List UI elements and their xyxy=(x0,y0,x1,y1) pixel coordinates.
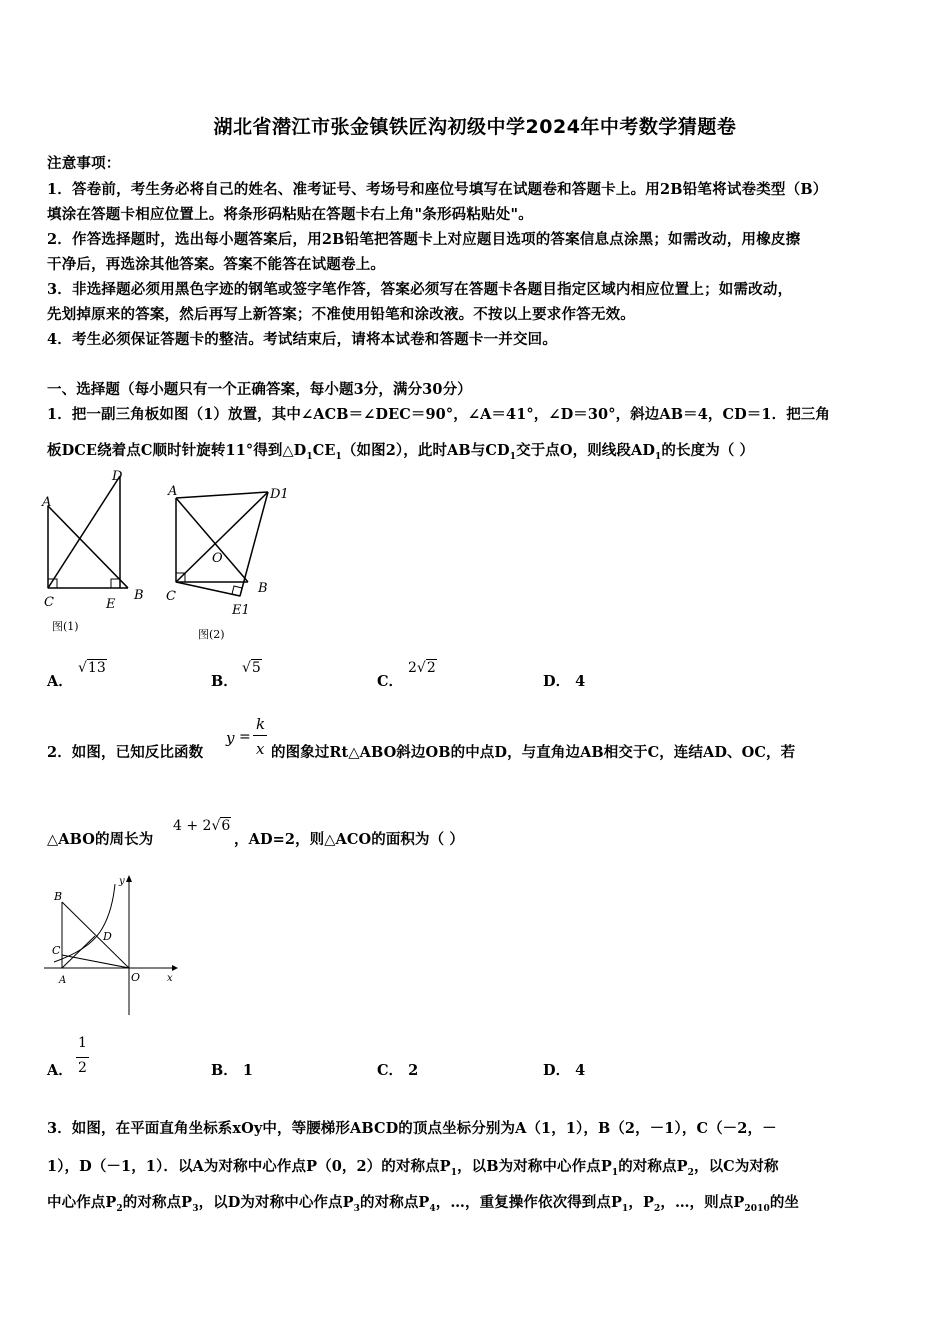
option-b[interactable]: B． 1 xyxy=(211,1062,253,1079)
notice-line: 填涂在答题卡相应位置上。将条形码粘贴在答题卡右上角"条形码粘贴处"。 xyxy=(47,206,533,223)
point-label: D1 xyxy=(270,487,289,502)
option-c-value: 2√2 xyxy=(408,660,436,676)
option-c[interactable]: C． 2 xyxy=(377,1062,419,1079)
question-2-line-2-pre: △ABO的周长为 xyxy=(47,831,154,848)
point-label: E xyxy=(106,597,116,612)
page-title: 湖北省潜江市张金镇铁匠沟初级中学2024年中考数学猜题卷 xyxy=(213,116,737,138)
point-label: C xyxy=(44,595,54,610)
point-label: O xyxy=(212,551,223,566)
hyperbola-figure xyxy=(40,870,180,1015)
point-label: A xyxy=(42,495,52,510)
point-label: B xyxy=(258,581,268,596)
notice-line: 1．答卷前，考生务必将自己的姓名、准考证号、考场号和座位号填写在试题卷和答题卡上。用2B铅笔将试卷类型（B） xyxy=(47,181,828,198)
point-label: E1 xyxy=(232,603,250,618)
question-2-line-1: 的图象过Rt△ABO斜边OB的中点D，与直角边AB相交于C，连结AD、OC，若 xyxy=(271,744,796,761)
option-a-value: √13 xyxy=(78,660,106,676)
point-label: A xyxy=(59,975,67,986)
question-1-line-1: 1．把一副三角板如图（1）放置，其中∠ACB＝∠DEC＝90°，∠A＝41°，∠D＝30°，斜边AB＝4，CD＝1．把三角 xyxy=(47,406,830,423)
fraction-bar xyxy=(253,735,267,736)
fraction-bar xyxy=(76,1057,89,1058)
point-label: D xyxy=(112,469,123,484)
point-label: B xyxy=(134,588,144,603)
point-label: O xyxy=(131,971,141,984)
formula-numerator: k xyxy=(256,715,266,733)
option-c[interactable]: C． xyxy=(377,673,404,690)
point-label: A xyxy=(168,484,178,499)
option-a[interactable]: A． xyxy=(47,1062,73,1079)
notice-line: 先划掉原来的答案，然后再写上新答案；不准使用铅笔和涂改液。不按以上要求作答无效。 xyxy=(47,306,635,323)
fraction-denominator: 2 xyxy=(78,1060,87,1076)
option-b[interactable]: B． xyxy=(211,673,238,690)
perimeter-value: 4 + 2√6 xyxy=(173,818,231,834)
triangle-figure-1 xyxy=(40,468,155,640)
notice-line: 4．考生必须保证答题卡的整洁。考试结束后，请将本试卷和答题卡一并交回。 xyxy=(47,331,558,348)
axis-label: x xyxy=(167,973,173,984)
point-label: B xyxy=(54,890,63,903)
question-3-line-3: 中心作点$P_2$的对称点$P_3$，以D为对称中心作点$P_3$的对称点$P_4$，…，重复操作依次得到点$P_1$，$P_2$，…，则点$P_{2010}$的坐 xyxy=(47,1194,800,1214)
question-1-line-2: 板DCE绕着点C顺时针旋转11°得到$\triangle D_1CE_1$（如图2），此时AB与$CD_1$交于点O，则线段$AD_1$的长度为（ ） xyxy=(47,442,755,462)
option-a[interactable]: A． xyxy=(47,673,73,690)
formula-equals: = xyxy=(239,729,251,745)
section-heading: 一、选择题（每小题只有一个正确答案，每小题3分，满分30分） xyxy=(47,381,472,398)
option-d[interactable]: D． 4 xyxy=(543,673,586,690)
question-3-line-1: 3．如图，在平面直角坐标系xOy中，等腰梯形ABCD的顶点坐标分别为A（1，1），B（2，－1），C（－2，－ xyxy=(47,1120,777,1137)
formula-y: y xyxy=(226,729,235,747)
figure-caption: 图(2) xyxy=(198,628,225,641)
point-label: C xyxy=(52,944,61,957)
notice-line: 干净后，再选涂其他答案。答案不能答在试题卷上。 xyxy=(47,256,386,273)
notice-heading: 注意事项： xyxy=(47,155,121,172)
option-b-value: √5 xyxy=(242,660,261,676)
notice-line: 2．作答选择题时，选出每小题答案后，用2B铅笔把答题卡上对应题目选项的答案信息点涂黑；如需改动，用橡皮擦 xyxy=(47,231,801,248)
fraction-numerator: 1 xyxy=(78,1035,87,1051)
triangle-figure-2 xyxy=(162,476,292,651)
option-d[interactable]: D． 4 xyxy=(543,1062,586,1079)
notice-line: 3．非选择题必须用黑色字迹的钢笔或签字笔作答，答案必须写在答题卡各题目指定区域内相应位置上；如需改动， xyxy=(47,281,793,298)
axis-label: y xyxy=(119,876,125,887)
point-label: D xyxy=(103,930,112,943)
question-3-line-2: 1），D（－1，1）．以A为对称中心作点P（0，2）的对称点$P_1$，以B为对称中心作点$P_1$的对称点$P_2$，以C为对称 xyxy=(47,1158,779,1178)
question-2-line-2: ，AD=2，则△ACO的面积为（ ） xyxy=(234,831,464,848)
question-2-prefix: 2．如图，已知反比函数 xyxy=(47,744,204,761)
point-label: C xyxy=(166,589,176,604)
figure-caption: 图(1) xyxy=(52,620,79,633)
formula-denominator: x xyxy=(256,740,265,758)
